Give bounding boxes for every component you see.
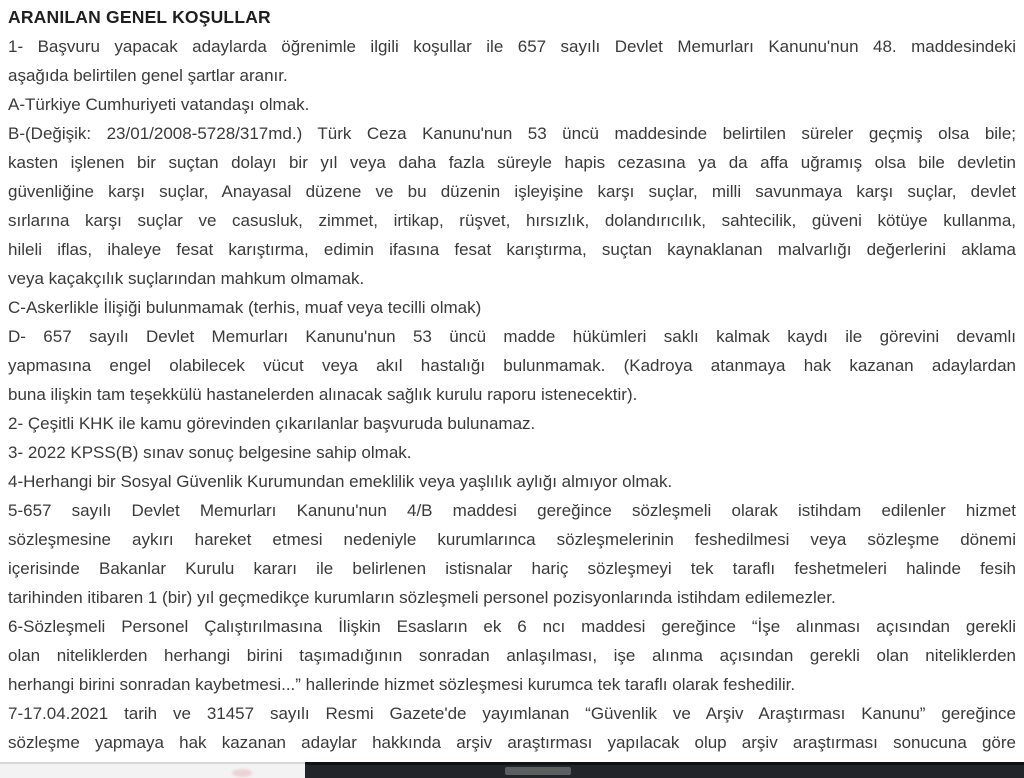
paragraph-line: 7-17.04.2021 tarih ve 31457 sayılı Resmi Gazete'de yayımlanan “Güvenlik ve Arşiv Araştırması Kanunu” gereğince: [8, 704, 1016, 723]
paragraph-line: 5-657 sayılı Devlet Memurları Kanunu'nun 4/B maddesi gereğince sözleşmeli olarak istihdam edilenler hizmet: [8, 501, 1016, 520]
paragraph-line: A-Türkiye Cumhuriyeti vatandaşı olmak.: [8, 95, 310, 114]
paragraph-line: sözleşme yapmaya hak kazanan adaylar hakkında arşiv araştırması yapılacak olup arşiv araştırması sonucuna göre: [8, 733, 1016, 752]
paragraph-line: güvenliğine karşı suçlar, Anayasal düzene ve bu düzenin işleyişine karşı suçlar, milli savunmaya karşı suçlar, devlet: [8, 182, 1016, 201]
paragraph-line: 3- 2022 KPSS(B) sınav sonuç belgesine sahip olmak.: [8, 443, 412, 462]
document-title: ARANILAN GENEL KOŞULLAR: [8, 7, 271, 27]
paragraph-line: olan niteliklerden herhangi birini taşımadığının sonradan anlaşılması, işe alınma açısından gerekli olan niteliklerden: [8, 646, 1016, 665]
paragraph-line: yapmasına engel olabilecek vücut veya akıl hastalığı bulunmamak. (Kadroya atanmaya hak kazanan adaylardan: [8, 356, 1016, 375]
paragraph-line: D- 657 sayılı Devlet Memurları Kanunu'nun 53 üncü madde hükümleri saklı kalmak kaydı ile görevini devamlı: [8, 327, 1016, 346]
bottom-strip: [0, 762, 1024, 778]
taskbar-edge[interactable]: [305, 762, 1024, 778]
paragraph-line: 4-Herhangi bir Sosyal Güvenlik Kurumundan emeklilik veya yaşlılık aylığı almıyor olmak.: [8, 472, 673, 491]
paragraph-line: sırlarına karşı suçlar ve casusluk, zimmet, irtikap, rüşvet, hırsızlık, dolandırıcılık, sahtecilik, güveni kötüye kullanma,: [8, 211, 1016, 230]
paragraph-line: kasten işlenen bir suçtan dolayı bir yıl veya daha fazla süreyle hapis cezasına ya da affa uğramış olsa bile devletin: [8, 153, 1016, 172]
paragraph-line: tarihinden itibaren 1 (bir) yıl geçmedikçe kurumların sözleşmeli personel pozisyonlarında istihdam edilemezler.: [8, 588, 836, 607]
paragraph-line: 2- Çeşitli KHK ile kamu görevinden çıkarılanlar başvuruda bulunamaz.: [8, 414, 536, 433]
paragraph-line: B-(Değişik: 23/01/2008-5728/317md.) Türk Ceza Kanunu'nun 53 üncü maddesinde belirtilen süreler geçmiş olsa bile;: [8, 124, 1016, 143]
paragraph-line: hileli iflas, ihaleye fesat karıştırma, edimin ifasına fesat karıştırma, suçtan kaynaklanan malvarlığı değerlerini aklama: [8, 240, 1016, 259]
paragraph-line: içerisinde Bakanlar Kurulu kararı ile belirlenen istisnalar hariç sözleşmeyi tek taraflı feshetmeleri halinde fesih: [8, 559, 1016, 578]
paragraph-line: buna ilişkin tam teşekkülü hastanelerden alınacak sağlık kurulu raporu istenecektir).: [8, 385, 638, 404]
paragraph-line: sözleşmesine aykırı hareket etmesi nedeniyle kurumlarınca sözleşmelerinin feshedilmesi veya sözleşme dönemi: [8, 530, 1016, 549]
paragraph-line: 1- Başvuru yapacak adaylarda öğrenimle ilgili koşullar ile 657 sayılı Devlet Memurları Kanunu'nun 48. maddesindeki: [8, 37, 1016, 56]
paragraph-line: 6-Sözleşmeli Personel Çalıştırılmasına İlişkin Esasların ek 6 ncı maddesi gereğince “İşe alınması açısından gerekli: [8, 617, 1016, 636]
paragraph-line: veya kaçakçılık suçlarından mahkum olmamak.: [8, 269, 365, 288]
taskbar-button-highlight[interactable]: [505, 767, 571, 775]
paragraph-line: aşağıda belirtilen genel şartlar aranır.: [8, 66, 288, 85]
paragraph-line: C-Askerlikle İlişiği bulunmamak (terhis, muaf veya tecilli olmak): [8, 298, 482, 317]
partial-red-icon: [232, 769, 252, 777]
paragraph-line: herhangi birini sonradan kaybetmesi...” hallerinde hizmet sözleşmesi kurumca tek taraflı olarak feshedilir.: [8, 675, 796, 694]
paragraph-list: [8, 32, 1016, 778]
background-window-edge: [0, 762, 305, 778]
